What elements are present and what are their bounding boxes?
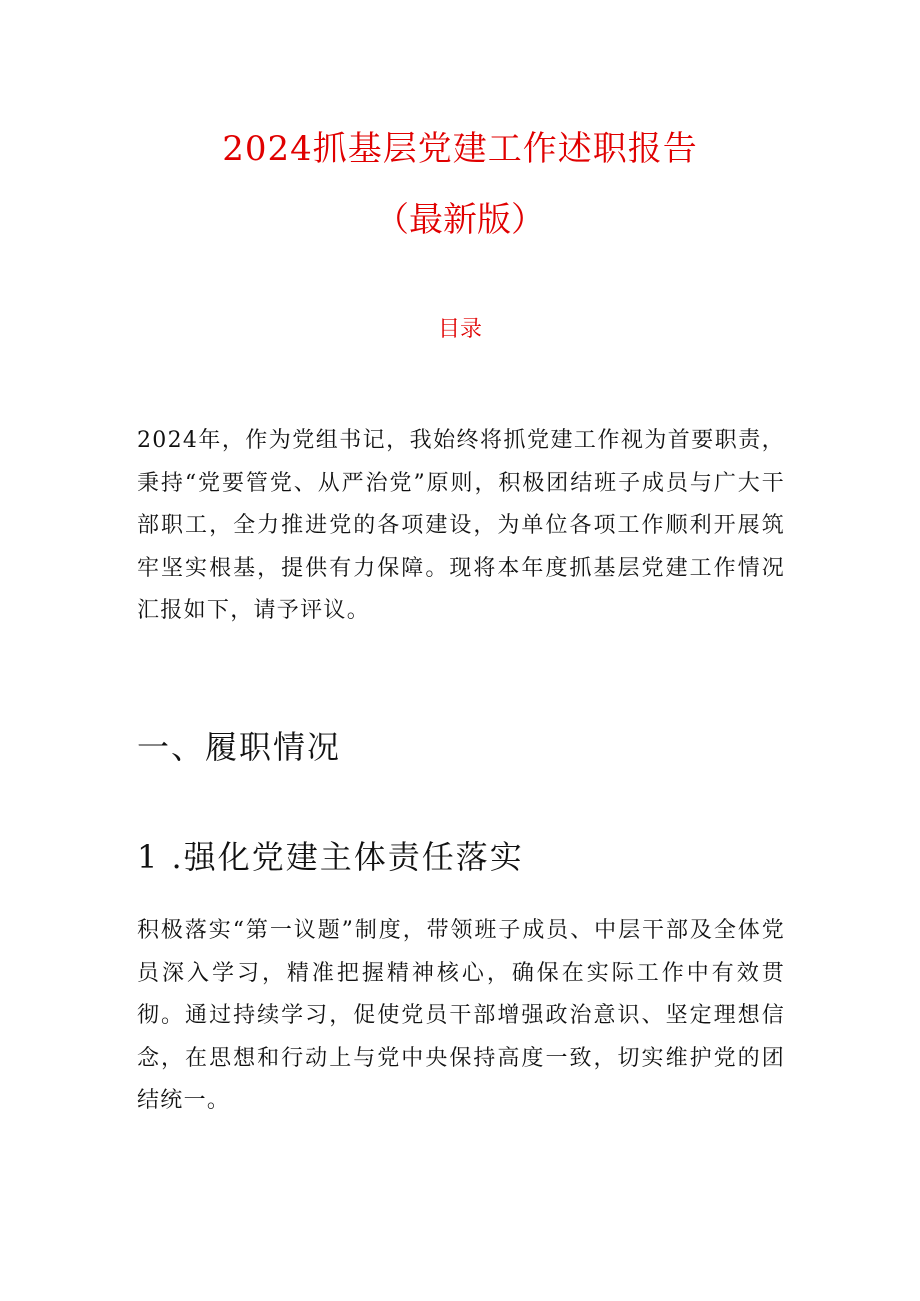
- subsection-paragraph: 积极落实“第一议题”制度，带领班子成员、中层干部及全体党员深入学习，精准把握精神核心，确保在实际工作中有效贯彻。通过持续学习，促使党员干部增强政治意识、坚定理想信念，在思想和行动上与党中央保持高度一致，切实维护党的团结统一。: [137, 918, 785, 1113]
- section-heading: 一、履职情况: [137, 728, 342, 766]
- document-subtitle: （最新版）: [375, 200, 545, 240]
- document-title: 2024抓基层党建工作述职报告: [222, 129, 698, 169]
- table-of-contents-label: 目录: [437, 317, 482, 342]
- subsection-heading: 1 .强化党建主体责任落实: [137, 838, 524, 876]
- intro-paragraph: 2024年，作为党组书记，我始终将抓党建工作视为首要职责，秉持“党要管党、从严治党”原则，积极团结班子成员与广大干部职工，全力推进党的各项建设，为单位各项工作顺利开展筑牢坚实根基，提供有力保障。现将本年度抓基层党建工作情况汇报如下，请予评议。: [137, 428, 785, 623]
